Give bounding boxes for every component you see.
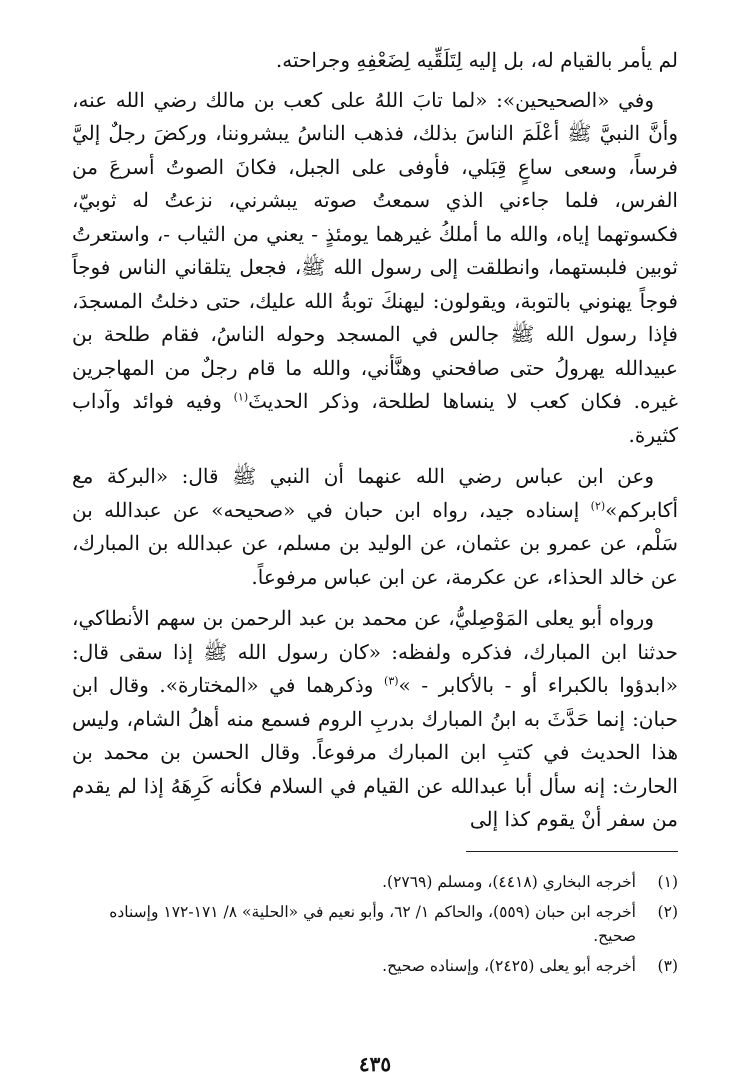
footnote-text: أخرجه البخاري (٤٤١٨)، ومسلم (٢٧٦٩). bbox=[382, 873, 636, 891]
paragraph-3-text: وعن ابن عباس رضي الله عنهما أن النبي ﷺ قال: «البركة مع أكابركم» bbox=[72, 464, 678, 522]
paragraph-1-text: لم يأمر بالقيام له، بل إليه لِتَلَقِّيه لِضَعْفِهِ وجراحته. bbox=[275, 48, 678, 72]
footnote-item bbox=[72, 870, 678, 894]
paragraph-4-tail: وذكرهما في «المختارة». وقال ابن حبان: إنما حَدَّثَ به ابنُ المبارك بدربِ الروم فسمع منه أهلُ الشام، وليس هذا الحديث في كتبِ ابن المبارك مرفوعاً. وقال الحسن بن محمد بن الحارث: إنه سأل أبا عبدالله عن القيام في السلام فكأنه كَرِهَهُ إذا لم يقدم من سفر أنْ يقوم كذا إلى bbox=[72, 673, 678, 831]
paragraph-4-text: ورواه أبو يعلى المَوْصِليُّ، عن محمد بن عبد الرحمن بن سهم الأنطاكي، حدثنا ابن المبارك، فذكره ولفظه: «كان رسول الله ﷺ إذا سقى قال: «ابدؤوا بالكبراء أو - بالأكابر - » bbox=[72, 606, 678, 697]
paragraph-2-tail: وفيه فوائد وآداب كثيرة. bbox=[72, 389, 678, 447]
footnote-text: أخرجه ابن حبان (٥٥٩)، والحاكم ١/ ٦٢، وأبو نعيم في «الحلية» ٨/ ١٧١-١٧٢ وإسناده صحيح. bbox=[109, 903, 636, 945]
paragraph-3 bbox=[72, 460, 678, 594]
footnote-separator bbox=[466, 851, 678, 852]
paragraph-4 bbox=[72, 602, 678, 837]
paragraph-1 bbox=[72, 44, 678, 78]
footnote-ref-1[interactable]: (١) bbox=[233, 390, 249, 404]
footnote-ref-3[interactable]: (٣) bbox=[384, 674, 399, 688]
footnote-ref-2[interactable]: (٢) bbox=[590, 498, 606, 512]
paragraph-3-tail: إسناده جيد، رواه ابن حبان في «صحيحه» عن عبدالله بن سَلْم، عن عمرو بن عثمان، عن الوليد بن مسلم، عن عبدالله بن المبارك، عن خالد الحذاء، عن عكرمة، عن ابن عباس مرفوعاً. bbox=[72, 497, 678, 589]
footnotes bbox=[72, 870, 678, 984]
footnote-item bbox=[72, 954, 678, 978]
footnote-number: (٣) bbox=[657, 957, 678, 975]
footnote-number: (١) bbox=[657, 873, 678, 891]
footnote-number: (٢) bbox=[657, 903, 678, 921]
page-body bbox=[72, 44, 678, 1089]
footnote-item bbox=[72, 900, 678, 948]
footnote-text: أخرجه أبو يعلى (٢٤٢٥)، وإسناده صحيح. bbox=[382, 957, 636, 975]
page-number: ٤٣٥ bbox=[358, 1052, 392, 1076]
paragraph-2-text: وفي «الصحيحين»: «لما تابَ اللهُ على كعب بن مالك رضي الله عنه، وأنَّ النبيَّ ﷺ أعْلَمَ الناسَ بذلك، فذهب الناسُ يبشروننا، وركضَ رجلٌ إليَّ فرساً، وسعى ساعٍ قِبَلي، فأوفى على الجبل، فكانَ الصوتُ أسرعَ من الفرس، فلما جاءني الذي سمعتُ صوته يبشرني، نزعتُ له ثوبيّ، فكسوتهما إياه، والله ما أملكُ غيرهما يومئذٍ - يعني من الثياب -، واستعرتُ ثوبين فلبستهما، وانطلقت إلى رسول الله ﷺ، فجعل يتلقاني الناس فوجاً فوجاً يهنوني بالتوبة، ويقولون: ليهنكَ توبةُ الله عليك، حتى دخلتُ المسجدَ، فإذا رسول الله ﷺ جالس في المسجد وحوله الناسُ، فقام طلحة بن عبيدالله يهرولُ حتى صافحني وهنَّأني، والله ما قام رجلٌ من المهاجرين غيره. فكان كعب لا ينساها لطلحة، وذكر الحديثَ bbox=[72, 87, 678, 413]
paragraph-2 bbox=[72, 84, 678, 453]
